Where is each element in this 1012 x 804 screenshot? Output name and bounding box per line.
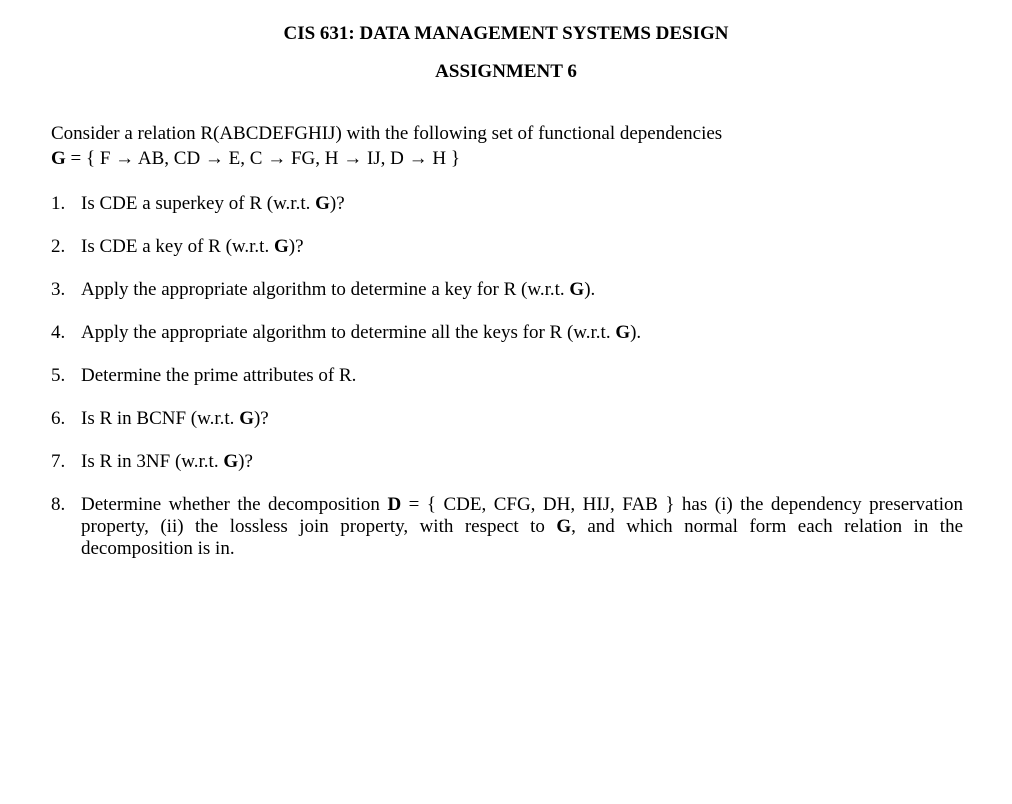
relation-line: Consider a relation R(ABCDEFGHIJ) with the following set of functional dependencies (51, 123, 723, 144)
question-number: 4. (51, 322, 66, 343)
question-text: Is R in BCNF (w.r.t. G)? (81, 408, 269, 429)
question-2 (51, 236, 963, 258)
question-number: 7. (51, 451, 66, 472)
question-number: 8. (51, 494, 66, 515)
fd-set-line (51, 146, 722, 171)
question-text: Determine the prime attributes of R. (81, 365, 357, 386)
question-number: 6. (51, 408, 66, 429)
problem-statement (51, 121, 722, 171)
question-1 (51, 193, 963, 215)
question-7 (51, 451, 963, 473)
question-3 (51, 279, 963, 301)
question-4 (51, 322, 963, 344)
question-8 (51, 494, 963, 560)
question-number: 3. (51, 279, 66, 300)
question-number: 5. (51, 365, 66, 386)
question-6 (51, 408, 963, 430)
question-text: Is CDE a key of R (w.r.t. G)? (81, 236, 304, 257)
question-number: 1. (51, 193, 66, 214)
question-text: Is CDE a superkey of R (w.r.t. G)? (81, 193, 345, 214)
question-5 (51, 365, 963, 387)
course-title: CIS 631: DATA MANAGEMENT SYSTEMS DESIGN (283, 23, 729, 44)
question-number: 2. (51, 236, 66, 257)
fd-set-list: = { F → AB, CD → E, C → FG, H → IJ, D → H } (65, 148, 460, 169)
fd-set-name: G (51, 148, 66, 169)
question-text: Apply the appropriate algorithm to determine all the keys for R (w.r.t. G). (81, 322, 642, 343)
question-text: Determine whether the decomposition D = { CDE, CFG, DH, HIJ, FAB } has (i) the dependency preservation property, (ii) the lossless join property, with respect to G, and which normal form each relation in the decomposition is in. (81, 494, 964, 559)
question-text: Is R in 3NF (w.r.t. G)? (81, 451, 253, 472)
question-text: Apply the appropriate algorithm to determine a key for R (w.r.t. G). (81, 279, 596, 300)
assignment-title: ASSIGNMENT 6 (435, 61, 577, 82)
